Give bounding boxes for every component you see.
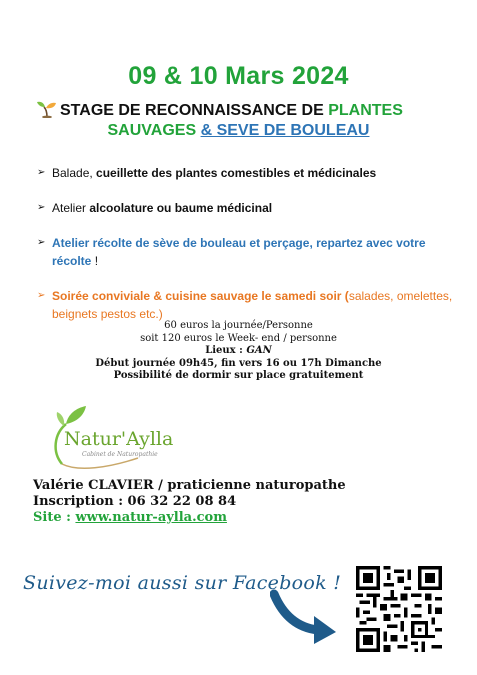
list-item-bold: Atelier récolte de sève de bouleau et perçage, repartez avec votre récolte: [52, 236, 426, 268]
location-label: Lieux :: [205, 345, 247, 356]
price-day: 60 euros la journée/Personne: [164, 320, 313, 331]
practitioner-name: Valérie CLAVIER / praticienne naturopathe: [33, 478, 346, 493]
schedule: Début journée 09h45, fin vers 16 ou 17h Dimanche: [95, 357, 382, 369]
contact-block: [33, 478, 346, 526]
list-item: [37, 287, 457, 323]
practical-info: [0, 320, 477, 383]
title-line-2: [0, 122, 477, 140]
list-item: [37, 199, 457, 217]
arrow-bullet-icon: ➢: [37, 167, 46, 178]
website-line: [33, 510, 346, 526]
website-label: Site :: [33, 510, 76, 525]
sprout-icon: [36, 100, 58, 118]
list-item-bold: Soirée conviviale & cuisine sauvage le samedi soir (: [52, 289, 349, 303]
activities-list: [37, 164, 457, 340]
qr-code-icon[interactable]: [356, 566, 442, 652]
logo-name: Natur'Aylla: [64, 428, 174, 450]
list-item-prefix: Atelier: [52, 201, 90, 215]
price-weekend: soit 120 euros le Week- end / personne: [140, 332, 337, 344]
list-item-suffix: salades, omelettes, beignets pestos etc.): [52, 289, 453, 321]
list-item: [37, 164, 457, 182]
accommodation: Possibilité de dormir sur place gratuitement: [113, 370, 364, 381]
title-line-1: [36, 100, 403, 120]
logo-subtitle: Cabinet de Naturopathie: [82, 451, 158, 458]
location: [0, 345, 477, 358]
title-line-2-blue: & SEVE DE BOULEAU: [200, 122, 370, 139]
facebook-invite: Suivez-moi aussi sur Facebook !: [23, 572, 342, 594]
list-item-prefix: Balade,: [52, 166, 97, 180]
inscription-phone: Inscription : 06 32 22 08 84: [33, 494, 237, 509]
title-line-2-green: SAUVAGES: [107, 122, 201, 139]
arrow-bullet-icon: ➢: [37, 237, 46, 248]
location-value: GAN: [246, 345, 272, 356]
arrow-bullet-icon: ➢: [37, 290, 46, 301]
list-item-bold: cueillette des plantes comestibles et médicinales: [96, 166, 377, 180]
list-item-bold: alcoolature ou baume médicinal: [89, 201, 273, 215]
title-line-1-text: STAGE DE RECONNAISSANCE DE: [60, 102, 329, 119]
natur-aylla-logo: [48, 402, 178, 472]
arrow-bullet-icon: ➢: [37, 202, 46, 213]
list-item: [37, 234, 457, 270]
title-line-1-highlight: PLANTES: [328, 102, 403, 119]
curved-arrow-icon: [270, 588, 340, 648]
list-item-suffix: !: [91, 254, 99, 268]
website-link[interactable]: www.natur-aylla.com: [75, 510, 227, 525]
event-date: 09 & 10 Mars 2024: [128, 62, 349, 90]
